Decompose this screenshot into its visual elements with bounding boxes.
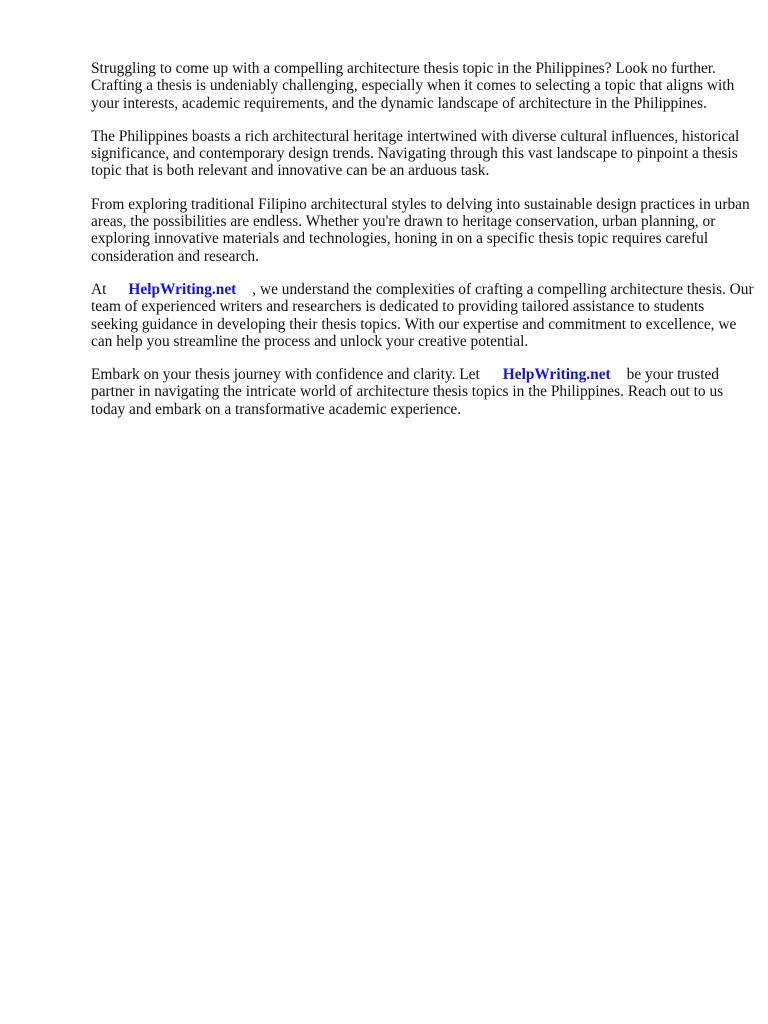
paragraph-possibilities-text: From exploring traditional Filipino architectural styles to delving into sustainable design practices in urban areas, the possibilities are endless. Whether you're drawn to heritage conservation, urban planning, or exploring innovative materials and technologies, honing in on a specific thesis topic requires careful consideration and research. [91,195,750,265]
document-body [91,60,755,434]
paragraph-intro [91,60,755,112]
paragraph-service-text: , we understand the complexities of crafting a compelling architecture thesis. Our team of experienced writers and researchers is dedicated to providing tailored assistance to students seeking guidance in developing their thesis topics. With our expertise and commitment to excellence, we can help you streamline the process and unlock your creative potential. [91,280,754,350]
paragraph-closing-lead: Embark on your thesis journey with confidence and clarity. Let [91,366,480,384]
helpwriting-link-2[interactable]: HelpWriting.net [502,366,611,384]
paragraph-service [91,281,755,350]
paragraph-closing [91,366,755,418]
paragraph-heritage-text: The Philippines boasts a rich architectural heritage intertwined with diverse cultural influences, historical significance, and contemporary design trends. Navigating through this vast landscape to pinpoint a thesis topic that is both relevant and innovative can be an arduous task. [91,127,740,180]
paragraph-intro-text: Struggling to come up with a compelling architecture thesis topic in the Philippines? Look no further. Crafting a thesis is undeniably challenging, especially when it comes to selecting a topic that aligns with your interests, academic requirements, and the dynamic landscape of architecture in the Philippines. [91,60,735,112]
paragraph-possibilities [91,196,755,265]
paragraph-closing-text: be your trusted partner in navigating the intricate world of architecture thesis topics in the Philippines. Reach out to us today and embark on a transformative academic experience. [91,366,724,418]
paragraph-heritage [91,128,755,180]
helpwriting-link-1[interactable]: HelpWriting.net [128,280,237,298]
paragraph-service-lead: At [91,280,107,298]
